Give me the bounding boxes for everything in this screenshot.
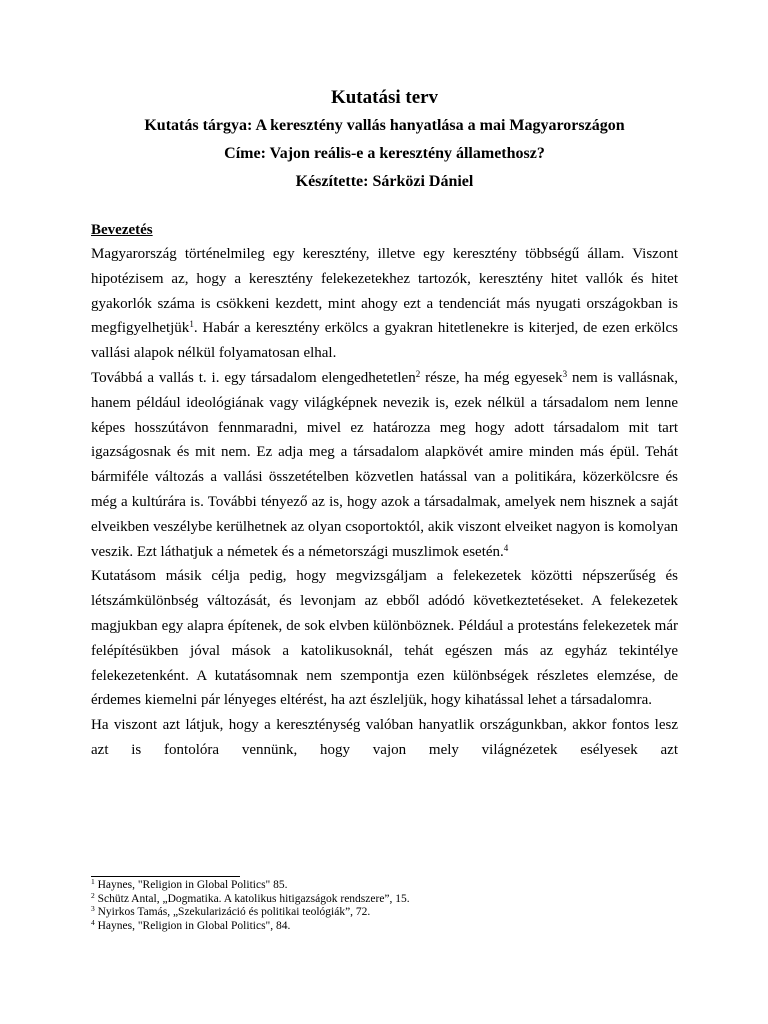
footnote-3-text: Nyirkos Tamás, „Szekularizáció és politikai teológiák”, 72. [94,906,371,919]
footnote-1-number: 1 [91,877,95,886]
paragraph-2-text-c: nem is vallásnak, hanem például ideológiának vagy világképnek nevezik is, ezek nélkül a társadalom nem lenne képes hosszútávon fennmaradni, mivel ez határozza meg hogy adott társadalom mit tart igazságosnak és mit nem. Ez adja meg a társadalom alapkövét amire minden más épül. Tehát bármiféle változás a vallási összetételben közvetlen hatással van a politikára, közerkölcsre és még a kultúrára is. További tényező az is, hogy azok a társadalmak, amelyek nem hisznek a saját elveikben veszélybe kerülhetnek az olyan csoportoktól, akik viszont elveiket nagyon is komolyan veszik. Ezt láthatjuk a németek és a németországi muszlimok esetén. [91,369,678,560]
paragraph-2-text-a: Továbbá a vallás t. i. egy társadalom elengedhetetlen [91,369,416,386]
paragraph-2 [91,366,678,564]
paragraph-1-text-b: . Habár a keresztény erkölcs a gyakran hitetlenekre is kiterjed, de ezen erkölcs vallási alapok nélkül folyamatosan elhal. [91,320,678,362]
paragraph-3: Kutatásom másik célja pedig, hogy megvizsgáljam a felekezetek közötti népszerűség és létszámkülönbség változását, és levonjam az ebből adódó következtetéseket. A felekezetek magjukban egy alapra építenek, de sok elvben különböznek. Például a protestáns felekezetek már felépítésükben jóval mások a katolikusoknál, tehát egészen más az egyház tekintélye felekezetenként. A kutatásomnak nem szempontja ezen különbségek részletes elemzése, de érdemes kiemelni pár lényeges eltérést, ha azt észleljük, hogy kihatással lehet a társadalomra. [91,568,678,709]
research-title: Címe: Vajon reális-e a keresztény államethosz? [224,145,545,162]
document-body [91,84,678,763]
footnote-4-text: Haynes, "Religion in Global Politics", 84. [94,919,291,932]
section-heading-introduction: Bevezetés [91,222,153,238]
document-title: Kutatási terv [330,87,439,108]
footnote-ref-4[interactable]: 4 [503,542,509,553]
footnote-1-text: Haynes, "Religion in Global Politics" 85. [94,879,288,891]
research-topic: Kutatás tárgya: A keresztény vallás hanyatlása a mai Magyarországon [144,117,625,134]
footnote-3 [91,906,678,920]
footnote-ref-3[interactable]: 3 [562,368,568,379]
footnote-2-number: 2 [91,890,95,900]
footnotes [91,879,678,933]
footnote-2 [91,890,678,907]
paragraph-1 [91,242,678,366]
footnote-ref-1[interactable]: 1 [189,319,194,330]
author-line: Készítette: Sárközi Dániel [295,173,474,190]
footnote-1 [91,879,678,893]
paragraph-1-text-a: Magyarország történelmileg egy keresztény, illetve egy keresztény többségű állam. Viszont hipotézisem az, hogy a keresztény felekezetekhez tartozók, keresztény hitet vallók és hitet gyakorlók száma is csökkeni kezdett, mint ahogy ezt a tendenciát más nyugati országokban is megfigyelhetjük [91,246,678,337]
footnote-4 [91,917,678,934]
footnote-separator [91,876,240,877]
footnote-3-number: 3 [91,904,95,914]
footnote-4-number: 4 [91,917,95,927]
paragraph-2-text-b: része, ha még egyesek [420,369,563,386]
paragraph-4: Ha viszont azt látjuk, hogy a kereszténység valóban hanyatlik országunkban, akkor fontos lesz azt is fontolóra vennünk, hogy vajon mely világnézetek esélyesek azt [91,717,678,758]
footnote-2-text: Schütz Antal, „Dogmatika. A katolikus hitigazságok rendszere”, 15. [94,892,410,905]
footnote-ref-2[interactable]: 2 [415,368,421,379]
